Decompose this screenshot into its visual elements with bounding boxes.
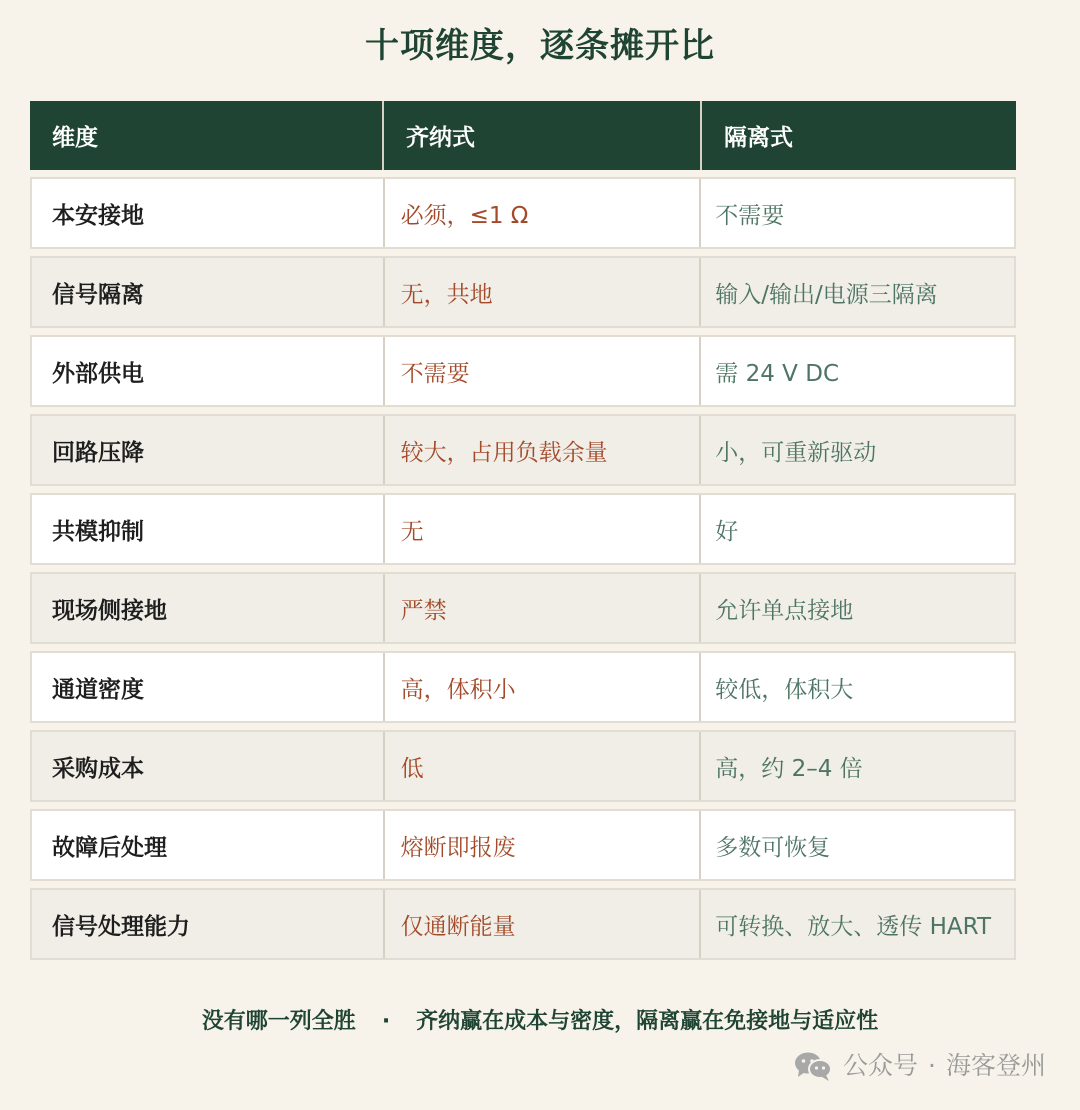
dimension-cell: 通道密度 [32, 653, 385, 721]
dimension-cell: 故障后处理 [32, 811, 385, 879]
table-row [30, 572, 1016, 644]
zener-cell: 无 [385, 495, 702, 563]
dimension-cell: 信号处理能力 [32, 890, 385, 958]
zener-cell: 严禁 [385, 574, 702, 642]
header-zener: 齐纳式 [384, 101, 702, 170]
table-row [30, 493, 1016, 565]
summary-right: 齐纳赢在成本与密度，隔离赢在免接地与适应性 [416, 1009, 879, 1034]
zener-cell: 熔断即报废 [385, 811, 702, 879]
watermark-separator: · [928, 1051, 936, 1080]
zener-cell: 低 [385, 732, 702, 800]
watermark-account: 海客登州 [945, 1051, 1046, 1080]
table-row [30, 730, 1016, 802]
dimension-cell: 采购成本 [32, 732, 385, 800]
table-row [30, 414, 1016, 486]
isolated-cell: 输入/输出/电源三隔离 [715, 281, 938, 308]
table-header-row [30, 101, 1016, 170]
dimension-cell: 外部供电 [32, 337, 385, 405]
isolated-cell: 不需要 [715, 202, 785, 229]
dimension-cell: 现场侧接地 [32, 574, 385, 642]
zener-cell: 不需要 [385, 337, 702, 405]
header-isolated: 隔离式 [724, 125, 793, 151]
wechat-icon [793, 1050, 833, 1082]
table-row [30, 177, 1016, 249]
comparison-table [30, 101, 1016, 960]
summary-separator: · [381, 1009, 391, 1034]
zener-cell: 高，体积小 [385, 653, 702, 721]
isolated-cell: 需 24 V DC [715, 360, 840, 387]
table-row [30, 335, 1016, 407]
table-row [30, 809, 1016, 881]
header-dimension: 维度 [30, 101, 384, 170]
zener-cell: 较大，占用负载余量 [385, 416, 702, 484]
zener-cell: 仅通断能量 [385, 890, 702, 958]
page-title: 十项维度，逐条摊开比 [365, 26, 715, 66]
dimension-cell: 共模抑制 [32, 495, 385, 563]
isolated-cell: 可转换、放大、透传 HART [715, 913, 991, 940]
zener-cell: 必须，≤1 Ω [385, 179, 702, 247]
table-row [30, 256, 1016, 328]
isolated-cell: 好 [715, 518, 739, 545]
table-row [30, 651, 1016, 723]
zener-cell: 无，共地 [385, 258, 702, 326]
watermark-label: 公众号 [843, 1051, 919, 1080]
isolated-cell: 允许单点接地 [715, 597, 854, 624]
dimension-cell: 信号隔离 [32, 258, 385, 326]
isolated-cell: 多数可恢复 [715, 834, 831, 861]
isolated-cell: 高，约 2–4 倍 [715, 755, 863, 782]
isolated-cell: 较低，体积大 [715, 676, 854, 703]
dimension-cell: 本安接地 [32, 179, 385, 247]
summary-note [0, 1006, 1080, 1038]
wechat-watermark [793, 1048, 1046, 1084]
table-row [30, 888, 1016, 960]
summary-left: 没有哪一列全胜 [201, 1009, 356, 1034]
dimension-cell: 回路压降 [32, 416, 385, 484]
isolated-cell: 小，可重新驱动 [715, 439, 877, 466]
